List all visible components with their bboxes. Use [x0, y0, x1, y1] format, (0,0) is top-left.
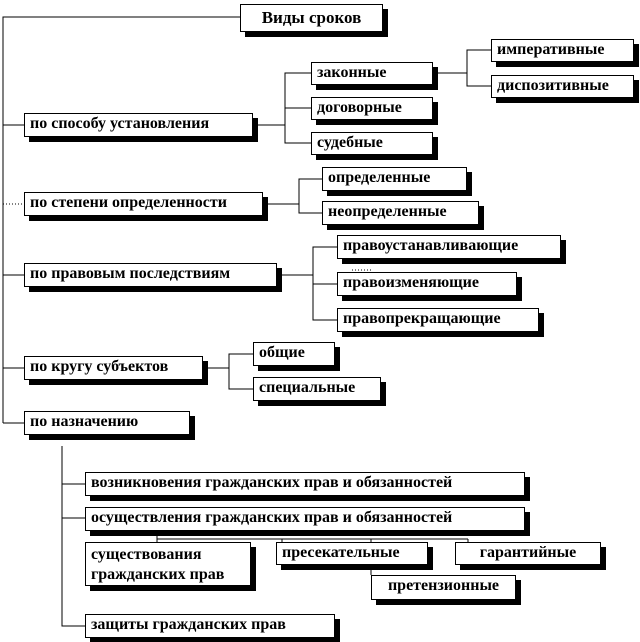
item-legal: законные [311, 62, 433, 85]
item-existence: существования гражданских прав [85, 542, 251, 586]
group-purpose: по назначению [24, 411, 190, 435]
group-certainty: по степени определенности [24, 192, 263, 216]
item-general: общие [253, 342, 335, 366]
item-contractual: договорные [311, 97, 433, 120]
item-establishing: правоустанавливающие [337, 235, 561, 259]
title-box: Виды сроков [240, 4, 383, 32]
group-consequences: по правовым последствиям [24, 263, 277, 287]
item-protection: защиты гражданских прав [85, 614, 335, 638]
item-defined: определенные [322, 167, 467, 191]
item-special: специальные [253, 377, 381, 401]
item-preclusive: пресекательные [276, 542, 428, 565]
item-terminating: правопрекращающие [337, 308, 539, 332]
item-dispositive: диспозитивные [491, 75, 634, 98]
item-judicial: судебные [311, 132, 433, 155]
item-changing: правоизменяющие [337, 272, 517, 296]
item-exercise: осуществления гражданских прав и обязанностей [85, 507, 525, 531]
item-emergence: возникновения гражданских прав и обязанностей [85, 472, 525, 496]
group-establishment: по способу установления [24, 113, 253, 137]
item-undefined: неопределенные [322, 201, 479, 225]
item-warranty: гарантийные [455, 542, 601, 565]
item-claim: претензионные [371, 575, 516, 600]
item-imperative: императивные [491, 39, 634, 62]
group-subjects: по кругу субъектов [24, 356, 203, 380]
